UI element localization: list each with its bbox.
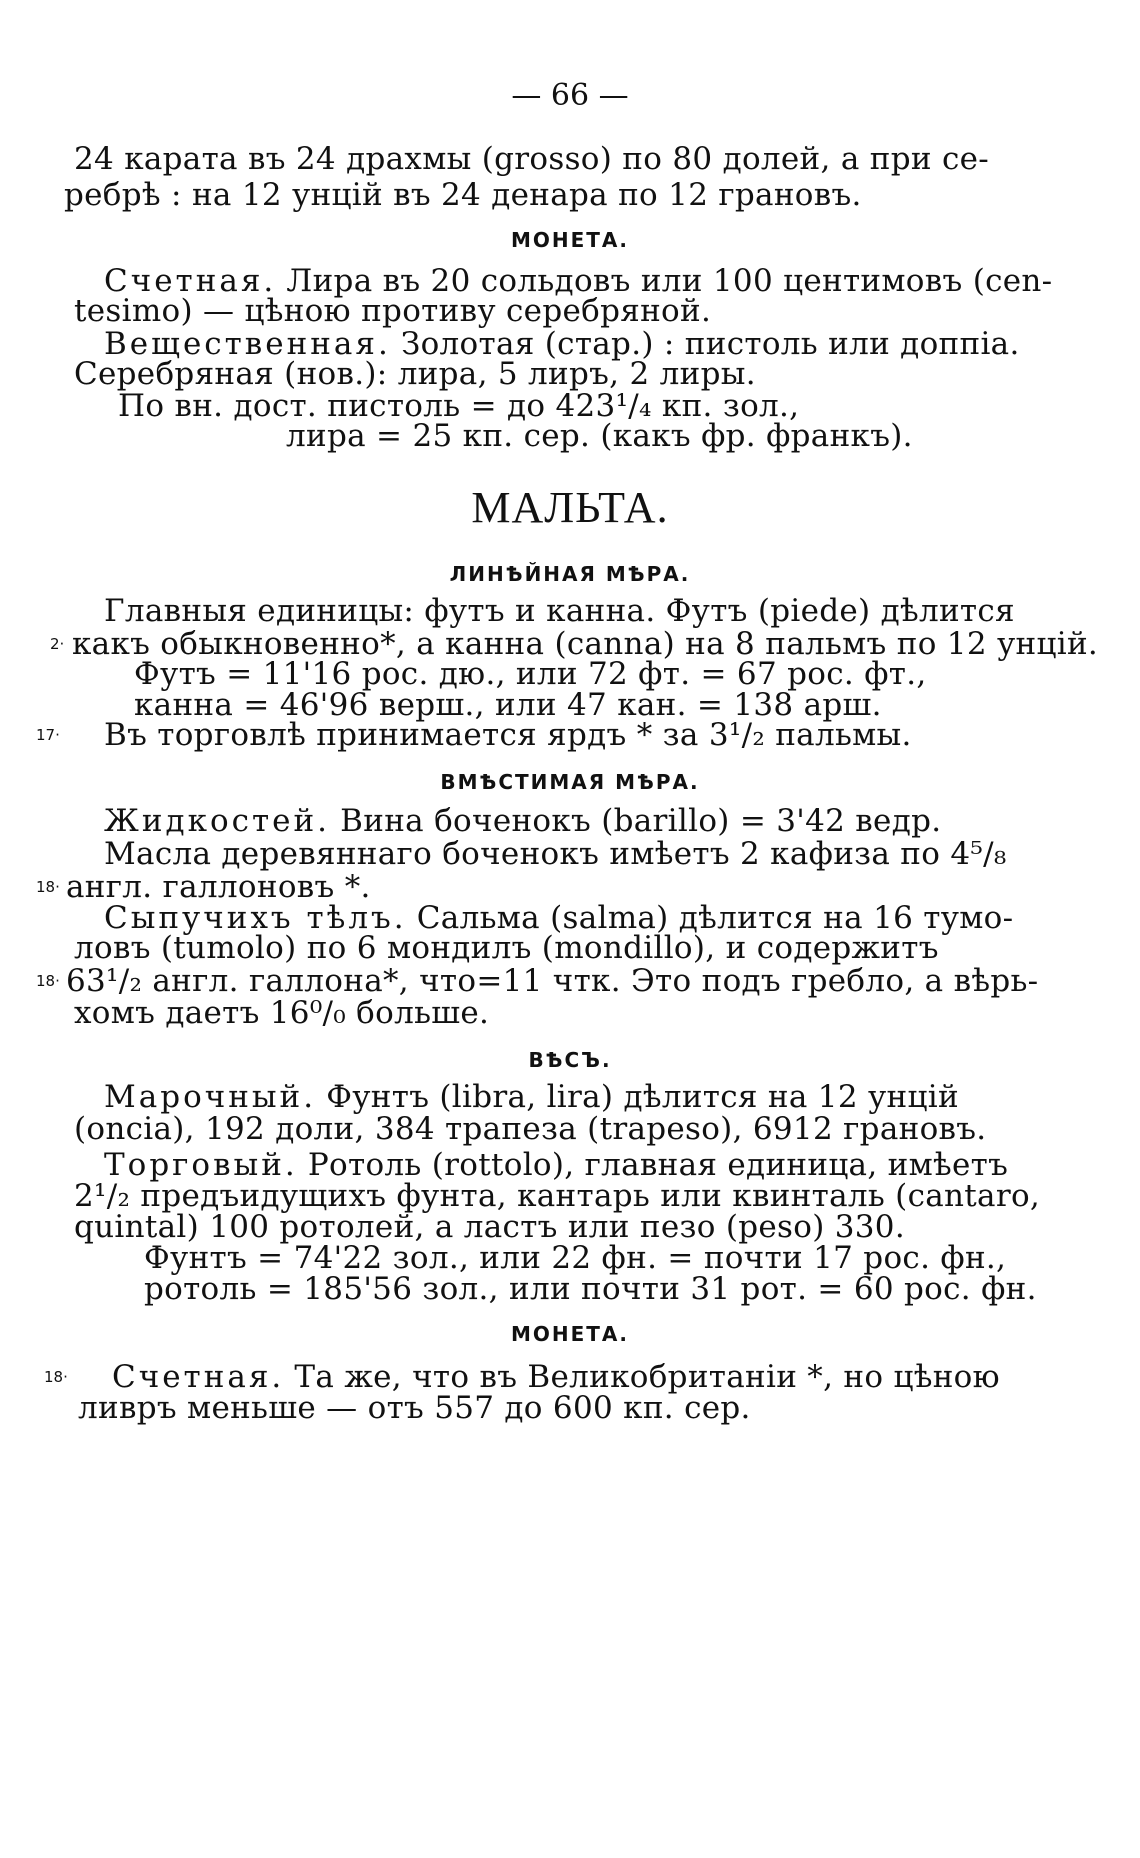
margin-note-1: 2· xyxy=(50,635,65,653)
capacity-line-5: ловъ (tumolo) по 6 мондилъ (mondillo), и содержитъ xyxy=(74,930,939,966)
term-sypuchikh-tel: Сыпучихъ тѣлъ. xyxy=(104,900,407,936)
moneta2-line-1-text: Та же, что въ Великобританіи *, но цѣною xyxy=(284,1359,1000,1395)
country-title: МАЛЬТА. xyxy=(471,483,669,532)
capacity-line-2: Масла деревяннаго боченокъ имѣетъ 2 кафиза по 4⁵/₈ xyxy=(104,836,1007,872)
capacity-line-1-text: Вина боченокъ (barillo) = 3'42 ведр. xyxy=(330,803,942,839)
moneta2-line-2: ливръ меньше — отъ 557 до 600 кп. сер. xyxy=(78,1390,751,1426)
weight-line-1-text: Фунтъ (libra, lira) дѣлится на 12 унцій xyxy=(316,1079,959,1115)
moneta-line-6: лира = 25 кп. сер. (какъ фр. франкъ). xyxy=(286,418,913,454)
linear-line-4: канна = 46'96 верш., или 47 кан. = 138 арш. xyxy=(134,687,882,723)
weight-line-7: ротоль = 185'56 зол., или почти 31 рот. = 60 рос. фн. xyxy=(144,1271,1037,1307)
section-heading-moneta-2: МОНЕТА. xyxy=(510,1322,630,1346)
term-zhidkostei: Жидкостей. xyxy=(104,803,330,839)
section-heading-weight: ВѢСЪ. xyxy=(528,1048,612,1072)
section-heading-capacity: ВМѢСТИМАЯ МѢРА. xyxy=(440,770,700,794)
intro-line-1: 24 карата въ 24 драхмы (grosso) по 80 долей, а при се- xyxy=(74,141,990,177)
weight-line-5: quintal) 100 ротолей, а ластъ или пезо (peso) 330. xyxy=(74,1209,905,1245)
term-torgovy: Торговый. xyxy=(104,1147,298,1183)
page-number: — 66 — xyxy=(511,78,629,113)
moneta-line-5: По вн. дост. пистоль = до 423¹/₄ кп. зол., xyxy=(118,388,800,424)
moneta-line-2: tesimo) — цѣною противу серебряной. xyxy=(74,293,712,329)
linear-line-1: Главныя единицы: футъ и канна. Футъ (piede) дѣлится xyxy=(104,593,1015,629)
linear-line-3: Футъ = 11'16 рос. дю., или 72 фт. = 67 рос. фт., xyxy=(134,656,927,692)
margin-note-5: 18· xyxy=(44,1368,68,1386)
term-veshchestvennaya: Вещественная. xyxy=(104,326,391,362)
moneta-line-4: Серебряная (нов.): лира, 5 лиръ, 2 лиры. xyxy=(74,356,756,392)
section-heading-linear: ЛИНѢЙНАЯ МѢРА. xyxy=(449,562,691,586)
margin-note-2: 17· xyxy=(36,726,60,744)
capacity-line-7: хомъ даетъ 16⁰/₀ больше. xyxy=(74,995,490,1031)
margin-note-4: 18· xyxy=(36,972,60,990)
moneta-line-3-text: Золотая (стар.) : пистоль или доппіа. xyxy=(390,326,1020,362)
intro-line-2: ребрѣ : на 12 унцій въ 24 денара по 12 грановъ. xyxy=(64,177,862,213)
term-schetnaya-2: Счетная. xyxy=(112,1359,285,1395)
weight-line-4: 2¹/₂ предъидущихъ фунта, кантарь или квинталь (cantaro, xyxy=(74,1178,1041,1214)
capacity-line-6: 63¹/₂ англ. галлона*, что=11 чтк. Это подъ гребло, а вѣрь- xyxy=(66,963,1039,999)
term-schetnaya: Счетная. xyxy=(104,263,277,299)
weight-line-3-text: Ротоль (rottolo), главная единица, имѣетъ xyxy=(297,1147,1009,1183)
weight-line-6: Фунтъ = 74'22 зол., или 22 фн. = почти 17 рос. фн., xyxy=(144,1240,1007,1276)
linear-line-2: какъ обыкновенно*, а канна (canna) на 8 пальмъ по 12 унцій. xyxy=(72,626,1099,662)
term-marochny: Марочный. xyxy=(104,1079,317,1115)
capacity-line-4-text: Сальма (salma) дѣлится на 16 тумо- xyxy=(406,900,1014,936)
section-heading-moneta: МОНЕТА. xyxy=(510,228,630,252)
margin-note-3: 18· xyxy=(36,878,60,896)
linear-line-5: Въ торговлѣ принимается ярдъ * за 3¹/₂ пальмы. xyxy=(104,717,912,753)
moneta-line-1-text: Лира въ 20 сольдовъ или 100 центимовъ (cen- xyxy=(276,263,1053,299)
weight-line-2: (oncia), 192 доли, 384 трапеза (trapeso), 6912 грановъ. xyxy=(74,1111,987,1147)
capacity-line-3: англ. галлоновъ *. xyxy=(66,869,371,905)
